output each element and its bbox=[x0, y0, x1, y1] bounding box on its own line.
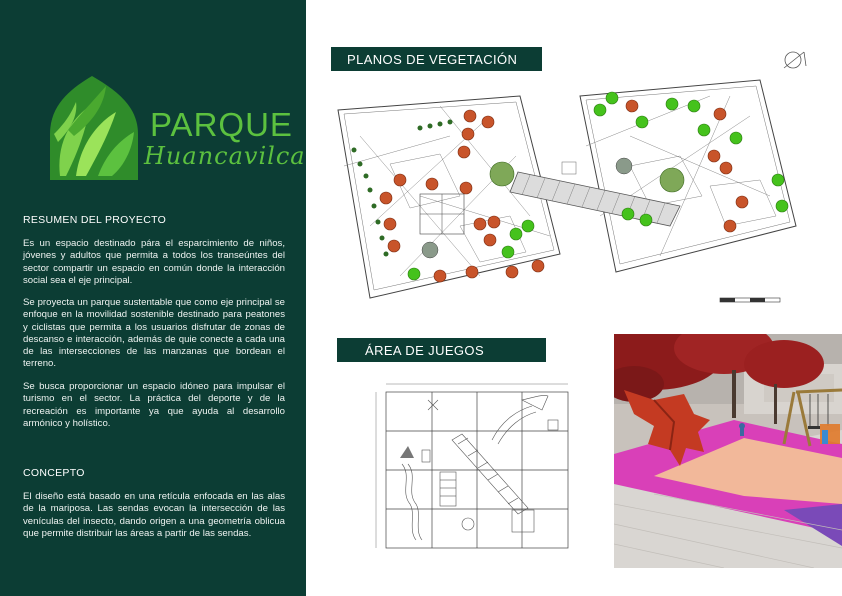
concept-paragraph: El diseño está basado en una retícula enfocada en las alas de la mariposa. Las sendas evocan la intersección de las venículas del insecto, dando origen a una geometría oblicua que permite distribuir las áreas a partir de las sendas. bbox=[23, 491, 285, 539]
playground-render-image bbox=[614, 334, 842, 568]
logo-subtitle: Huancavilca bbox=[144, 142, 306, 170]
summary-paragraph-3: Se busca proporcionar un espacio idóneo para impulsar el turismo en el sector. La práctica del deporte y de la recreación es importante ya que ayuda al desarrollo armónico y holístico. bbox=[23, 381, 285, 429]
park-logo bbox=[46, 72, 306, 182]
leaf-logo-icon bbox=[46, 72, 146, 182]
logo-title: PARQUE bbox=[150, 106, 293, 143]
summary-heading: RESUMEN DEL PROYECTO bbox=[23, 214, 167, 226]
games-area-label: ÁREA DE JUEGOS bbox=[337, 338, 546, 362]
games-area-plan bbox=[372, 380, 572, 552]
summary-paragraph-1: Es un espacio destinado pára el esparcimiento de niños, jóvenes y adultos que permita a todos los transeúntes del sector compartir un espacio en común donde la interacción social sea el eje principal. bbox=[23, 238, 285, 286]
project-sidebar bbox=[0, 0, 306, 596]
concept-heading: CONCEPTO bbox=[23, 467, 85, 479]
vegetation-plans-label: PLANOS DE VEGETACIÓN bbox=[331, 47, 542, 71]
vegetation-plan-drawing bbox=[330, 76, 810, 306]
summary-paragraph-2: Se proyecta un parque sustentable que como eje principal se enfoque en la movilidad sostenible destinado para peatones y ciclistas que permita a los usuarios disfrutar de zonas de descanso e interacción, además de quie conecte a cada una de las intersecciones de las manzanas que bordean el terreno. bbox=[23, 297, 285, 370]
north-arrow-icon bbox=[780, 46, 810, 76]
